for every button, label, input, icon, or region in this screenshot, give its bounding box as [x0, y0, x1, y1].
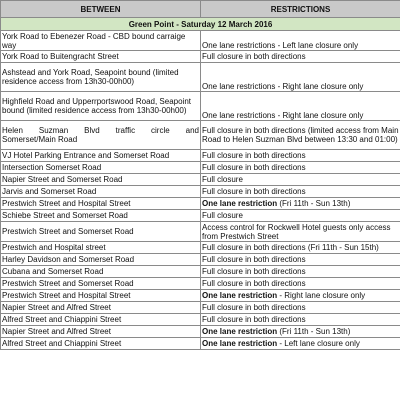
restriction-bold: One lane restriction — [202, 327, 278, 336]
between-cell: Jarvis and Somerset Road — [1, 186, 201, 198]
restriction-cell: One lane restrictions - Right lane closure only — [201, 63, 400, 92]
table-row — [1, 326, 400, 338]
between-cell: Alfred Street and Chiappini Street — [1, 314, 201, 326]
restriction-detail: (Fri 11th - Sun 13th) — [277, 199, 351, 208]
restriction-cell: Full closure in both directions — [201, 302, 400, 314]
restriction-cell: Full closure in both directions — [201, 254, 400, 266]
table-row — [1, 210, 400, 222]
restriction-cell: Full closure in both directions — [201, 51, 400, 63]
between-cell: Schiebe Street and Somerset Road — [1, 210, 201, 222]
between-cell: Alfred Street and Chiappini Street — [1, 338, 201, 350]
restriction-cell: Full closure in both directions — [201, 314, 400, 326]
table-row — [1, 302, 400, 314]
restriction-detail: - Left lane closure only — [277, 339, 360, 348]
restriction-cell — [201, 326, 400, 338]
between-cell: York Road to Buitengracht Street — [1, 51, 201, 63]
restriction-cell: Access control for Rockwell Hotel guests only access from Prestwich Street — [201, 222, 400, 242]
restriction-bold: One lane restriction — [202, 291, 278, 300]
table-row — [1, 186, 400, 198]
table-row — [1, 266, 400, 278]
table-row — [1, 198, 400, 210]
between-cell: Napier Street and Alfred Street — [1, 326, 201, 338]
restriction-cell: Full closure in both directions — [201, 162, 400, 174]
between-cell — [1, 121, 201, 150]
section-title: Green Point - Saturday 12 March 2016 — [1, 18, 400, 31]
restriction-bold: One lane restriction — [202, 339, 278, 348]
header-between: BETWEEN — [1, 1, 201, 18]
table-row — [1, 150, 400, 162]
section-row — [1, 18, 400, 31]
table-header-row — [1, 1, 400, 18]
restriction-cell: Full closure in both directions (limited access from Main Road to Helen Suzman Blvd between 13:30 and 01:00) — [201, 121, 400, 150]
table-row — [1, 31, 400, 51]
between-line-2: Somerset/Main Road — [2, 135, 78, 144]
restriction-cell: Full closure in both directions — [201, 150, 400, 162]
table-row — [1, 92, 400, 121]
between-cell: Highfield Road and Upperrportswood Road, Seapoint bound (limited residence access from 13h30-00h00) — [1, 92, 201, 121]
between-cell: Napier Street and Somerset Road — [1, 174, 201, 186]
between-cell: Harley Davidson and Somerset Road — [1, 254, 201, 266]
between-cell: Prestwich and Hospital street — [1, 242, 201, 254]
table-row — [1, 222, 400, 242]
restriction-detail: - Right lane closure only — [277, 291, 366, 300]
restriction-cell: Full closure in both directions (Fri 11th - Sun 15th) — [201, 242, 400, 254]
table-row — [1, 242, 400, 254]
between-cell: Prestwich Street and Hospital Street — [1, 290, 201, 302]
between-cell: Napier Street and Alfred Street — [1, 302, 201, 314]
restriction-cell — [201, 198, 400, 210]
restriction-cell: Full closure in both directions — [201, 278, 400, 290]
between-cell: VJ Hotel Parking Entrance and Somerset Road — [1, 150, 201, 162]
table-row — [1, 290, 400, 302]
between-cell: Intersection Somerset Road — [1, 162, 201, 174]
restriction-cell: One lane restrictions - Left lane closure only — [201, 31, 400, 51]
between-cell: Prestwich Street and Hospital Street — [1, 198, 201, 210]
between-cell: Prestwich Street and Somerset Road — [1, 222, 201, 242]
restriction-cell: Full closure in both directions — [201, 186, 400, 198]
restriction-cell: Full closure in both directions — [201, 266, 400, 278]
table-row — [1, 121, 400, 150]
restriction-cell: Full closure — [201, 210, 400, 222]
table-row — [1, 63, 400, 92]
restriction-bold: One lane restriction — [202, 199, 278, 208]
between-cell: Prestwich Street and Somerset Road — [1, 278, 201, 290]
header-restrictions: RESTRICTIONS — [201, 1, 400, 18]
restriction-cell — [201, 338, 400, 350]
table-row — [1, 314, 400, 326]
between-line-1: Helen Suzman Blvd traffic circle and — [2, 126, 199, 135]
restriction-cell: Full closure — [201, 174, 400, 186]
table-row — [1, 51, 400, 63]
between-cell: Ashstead and York Road, Seapoint bound (limited residence access from 13h30-00h00) — [1, 63, 201, 92]
between-cell: York Road to Ebenezer Road - CBD bound carraige way — [1, 31, 201, 51]
restriction-cell — [201, 290, 400, 302]
restriction-cell: One lane restrictions - Right lane closure only — [201, 92, 400, 121]
table-row — [1, 338, 400, 350]
between-cell: Cubana and Somerset Road — [1, 266, 201, 278]
table-row — [1, 174, 400, 186]
table-row — [1, 254, 400, 266]
table-row — [1, 278, 400, 290]
table-row — [1, 162, 400, 174]
restriction-detail: (Fri 11th - Sun 13th) — [277, 327, 351, 336]
